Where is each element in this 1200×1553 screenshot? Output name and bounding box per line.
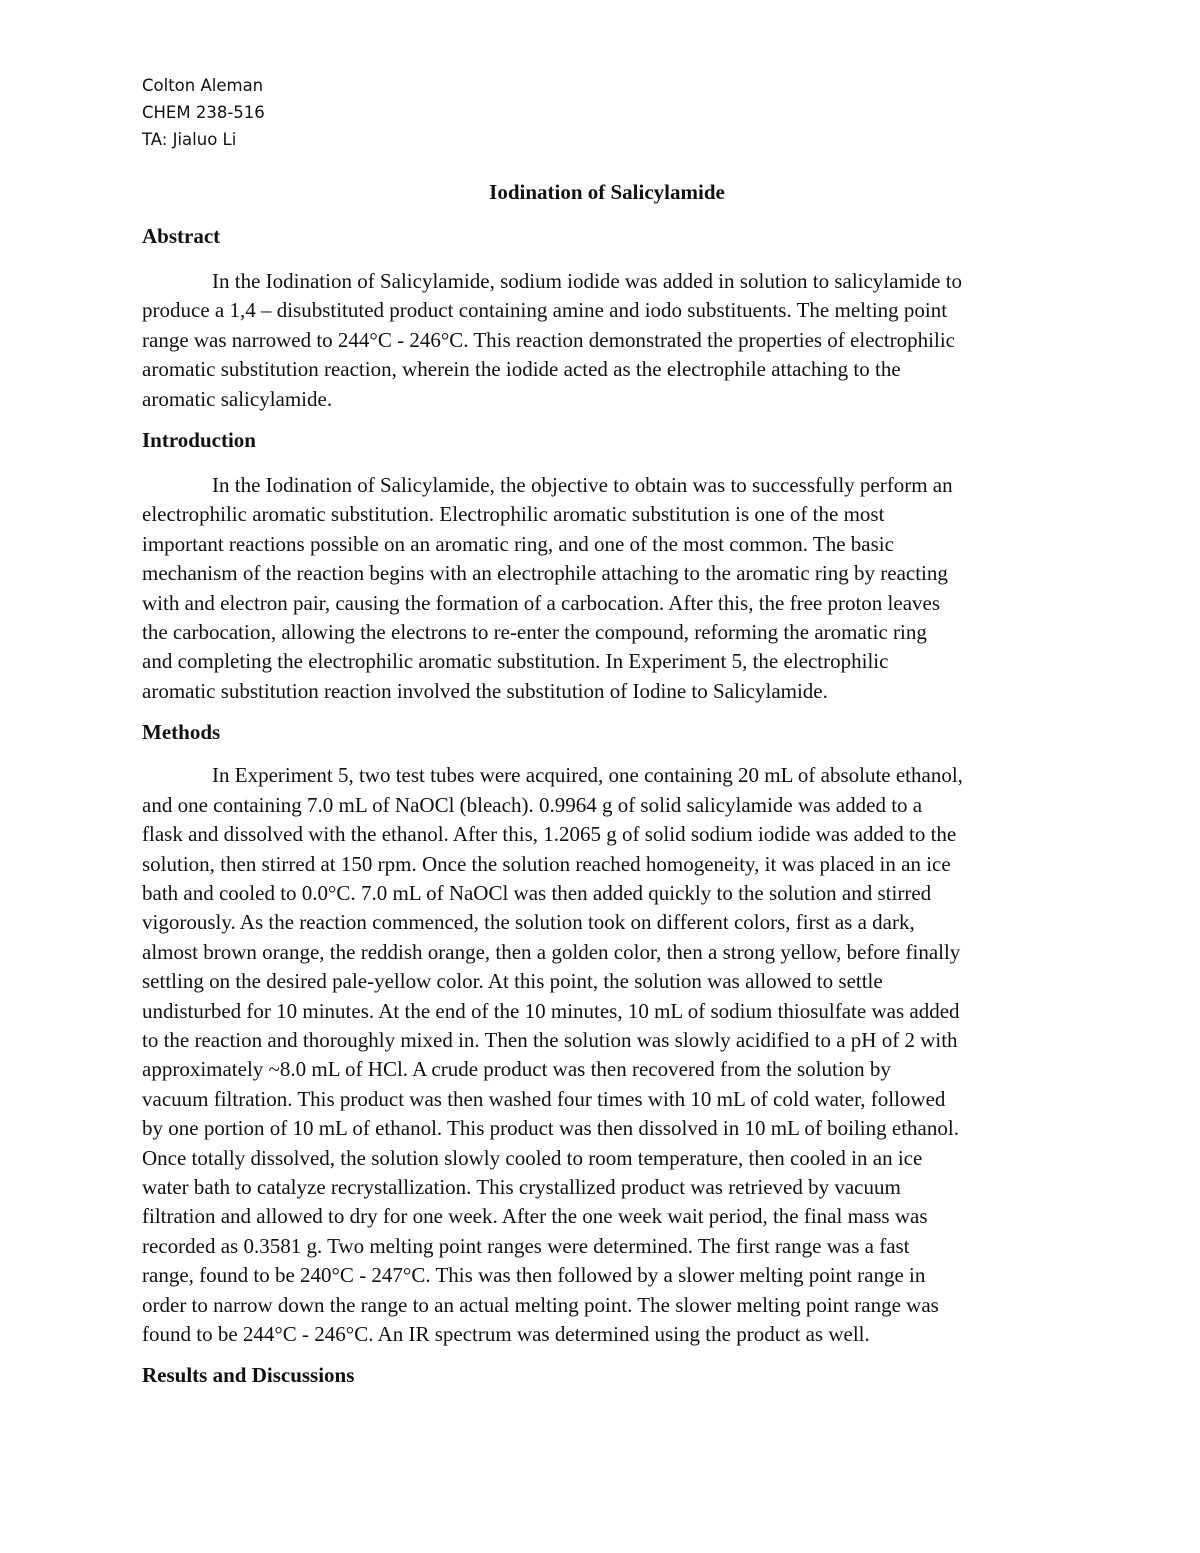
methods-line: and one containing 7.0 mL of NaOCl (bleach). 0.9964 g of solid salicylamide was added to a <box>142 792 923 817</box>
methods-line: In Experiment 5, two test tubes were acquired, one containing 20 mL of absolute ethanol, <box>212 763 963 788</box>
methods-line: vigorously. As the reaction commenced, the solution took on different colors, first as a dark, <box>142 910 915 935</box>
introduction-line: with and electron pair, causing the formation of a carbocation. After this, the free proton leaves <box>142 590 941 615</box>
document-title: Iodination of Salicylamide <box>489 180 725 204</box>
methods-line: undisturbed for 10 minutes. At the end of the 10 minutes, 10 mL of sodium thiosulfate was added <box>142 998 960 1023</box>
abstract-heading: Abstract <box>142 224 221 248</box>
introduction-paragraph <box>142 471 1072 706</box>
methods-line: order to narrow down the range to an actual melting point. The slower melting point range was <box>142 1292 939 1317</box>
methods-paragraph <box>142 761 1072 1349</box>
abstract-line: range was narrowed to 244°C - 246°C. This reaction demonstrated the properties of electrophilic <box>142 327 956 352</box>
abstract-paragraph <box>142 267 1072 414</box>
methods-line: almost brown orange, the reddish orange, then a golden color, then a strong yellow, before finally <box>142 939 961 964</box>
results-heading: Results and Discussions <box>142 1363 355 1388</box>
methods-line: filtration and allowed to dry for one week. After the one week wait period, the final mass was <box>142 1204 928 1229</box>
abstract-line: aromatic salicylamide. <box>142 386 333 411</box>
methods-line: Once totally dissolved, the solution slowly cooled to room temperature, then cooled in an ice <box>142 1145 923 1170</box>
author-header <box>142 72 265 153</box>
abstract-line: aromatic substitution reaction, wherein the iodide acted as the electrophile attaching to the <box>142 357 901 382</box>
methods-line: settling on the desired pale-yellow color. At this point, the solution was allowed to settle <box>142 969 883 994</box>
methods-line: bath and cooled to 0.0°C. 7.0 mL of NaOCl was then added quickly to the solution and stirred <box>142 880 932 905</box>
methods-line: solution, then stirred at 150 rpm. Once the solution reached homogeneity, it was placed in an ice <box>142 851 951 876</box>
document-body <box>142 176 1072 1406</box>
methods-line: flask and dissolved with the ethanol. After this, 1.2065 g of solid sodium iodide was added to the <box>142 822 957 847</box>
introduction-line: the carbocation, allowing the electrons to re-enter the compound, reforming the aromatic ring <box>142 620 927 645</box>
introduction-heading: Introduction <box>142 428 256 453</box>
introduction-line: aromatic substitution reaction involved the substitution of Iodine to Salicylamide. <box>142 678 828 703</box>
abstract-line: In the Iodination of Salicylamide, sodium iodide was added in solution to salicylamide to <box>212 269 963 293</box>
methods-line: to the reaction and thoroughly mixed in. Then the solution was slowly acidified to a pH of 2 with <box>142 1027 958 1052</box>
author-name: Colton Aleman <box>142 76 264 95</box>
course-code: CHEM 238-516 <box>142 103 265 122</box>
abstract-line: produce a 1,4 – disubstituted product containing amine and iodo substituents. The melting point <box>142 298 948 323</box>
methods-line: found to be 244°C - 246°C. An IR spectrum was determined using the product as well. <box>142 1322 870 1346</box>
introduction-line: In the Iodination of Salicylamide, the objective to obtain was to successfully perform an <box>212 473 953 498</box>
methods-heading: Methods <box>142 720 221 745</box>
methods-line: recorded as 0.3581 g. Two melting point ranges were determined. The first range was a fast <box>142 1233 910 1258</box>
ta-name: TA: Jialuo Li <box>142 130 237 149</box>
introduction-line: and completing the electrophilic aromatic substitution. In Experiment 5, the electrophilic <box>142 649 889 674</box>
methods-line: vacuum filtration. This product was then washed four times with 10 mL of cold water, followed <box>142 1086 946 1111</box>
introduction-line: important reactions possible on an aromatic ring, and one of the most common. The basic <box>142 531 894 556</box>
methods-line: by one portion of 10 mL of ethanol. This product was then dissolved in 10 mL of boiling ethanol. <box>142 1116 959 1141</box>
introduction-line: electrophilic aromatic substitution. Electrophilic aromatic substitution is one of the most <box>142 502 885 527</box>
methods-line: approximately ~8.0 mL of HCl. A crude product was then recovered from the solution by <box>142 1057 891 1082</box>
introduction-line: mechanism of the reaction begins with an electrophile attaching to the aromatic ring by reacting <box>142 561 948 586</box>
methods-line: water bath to catalyze recrystallization. This crystallized product was retrieved by vacuum <box>142 1174 901 1199</box>
methods-line: range, found to be 240°C - 247°C. This was then followed by a slower melting point range in <box>142 1263 926 1288</box>
